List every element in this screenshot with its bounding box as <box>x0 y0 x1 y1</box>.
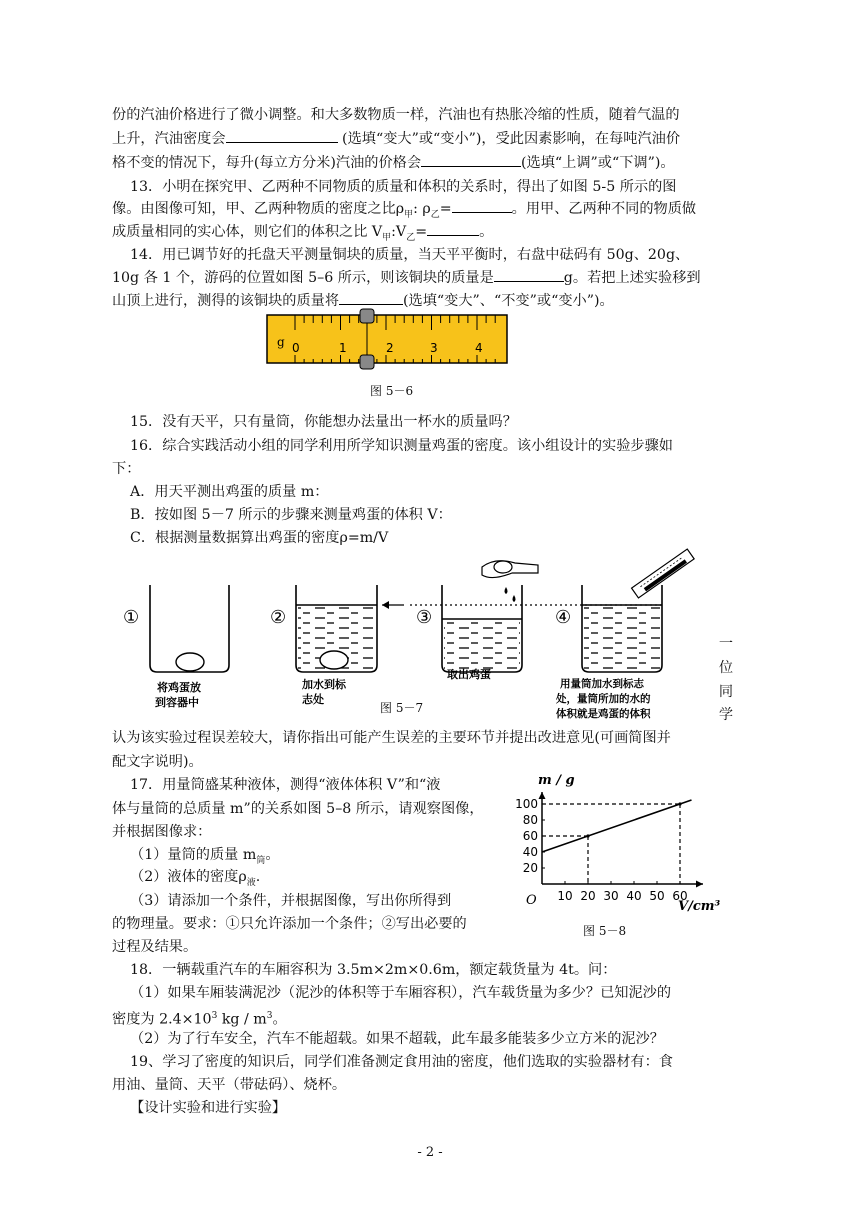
data-point <box>586 834 589 837</box>
x-tick-label: 40 <box>626 889 642 903</box>
ruler-tick-label: 0 <box>292 341 300 355</box>
y-tick-label: 40 <box>522 845 538 859</box>
rider-ruler-figure <box>265 308 510 370</box>
question-17: 17．用量筒盛某种液体，测得“液体体积 V”和“液 <box>130 777 441 793</box>
data-line <box>542 800 692 852</box>
mass-volume-chart <box>515 772 733 917</box>
text-line: （1）如果车厢装满泥沙（泥沙的体积等于车厢容积），汽车载货量为多少？已知泥沙的 <box>130 985 672 1001</box>
step-c: C．根据测量数据算出鸡蛋的密度ρ=m/V <box>130 530 389 546</box>
text-line: 上升，汽油密度会 (选填“变大”或“变小”)，受此因素影响，在每吨汽油价 <box>112 128 742 151</box>
step-number: ① <box>123 607 140 628</box>
text-line: 成质量相同的实心体，则它们的体积之比 $V_甲:V_乙=$ 。 <box>112 221 742 249</box>
step-caption: 处，量筒所加的水的 <box>556 693 651 705</box>
page-number: - 2 - <box>417 1145 443 1160</box>
text-line: 下： <box>112 461 141 477</box>
text-line: （3）请添加一个条件，并根据图像，写出你所得到 <box>130 893 452 909</box>
x-tick-label: 50 <box>649 889 665 903</box>
egg <box>320 651 348 669</box>
step-caption: 志处 <box>302 693 324 706</box>
figure-caption: 图 5－6 <box>370 384 414 398</box>
step-caption: 体积就是鸡蛋的体积 <box>556 708 651 720</box>
text-line: 的物理量。要求：①只允许添加一个条件；②写出必要的 <box>112 916 467 932</box>
ruler-tick-label: 4 <box>475 341 483 355</box>
answer-blank[interactable] <box>421 152 521 167</box>
section-heading: 【设计实验和进行实验】 <box>130 1100 287 1116</box>
step-number: ③ <box>416 607 433 628</box>
ruler-unit-label: g <box>277 335 285 349</box>
question-14: 14．用已调节好的托盘天平测量铜块的质量，当天平平衡时，右盘中砝码有 50g、20g、 <box>130 247 690 263</box>
text-line: （1）量筒的质量 $m_筒$。 <box>130 847 280 866</box>
x-tick-label: 20 <box>580 889 596 903</box>
step-caption: 用量筒加水到标志 <box>560 678 644 690</box>
data-point <box>678 802 681 805</box>
step-b: B．按如图 5－7 所示的步骤来测量鸡蛋的体积 V： <box>130 507 452 523</box>
ruler-body <box>267 315 507 363</box>
y-tick-label: 60 <box>522 829 538 843</box>
egg-volume-figure <box>120 555 720 720</box>
question-15: 15．没有天平，只有量筒，你能想办法量出一杯水的质量吗？ <box>130 414 517 430</box>
y-tick-label: 80 <box>522 813 538 827</box>
y-axis-arrow <box>539 792 546 799</box>
step-caption: 取出鸡蛋 <box>447 668 491 681</box>
egg <box>176 653 204 671</box>
text-line: （2）为了行车安全，汽车不能超载。如果不超载，此车最多能装多少立方米的泥沙？ <box>130 1031 664 1047</box>
side-text: 学 <box>718 707 734 723</box>
x-tick-label: 60 <box>672 889 688 903</box>
side-text: 一 <box>718 636 734 652</box>
text-line: 认为该实验过程误差较大，请你指出可能产生误差的主要环节并提出改进意见(可画简图并 <box>112 730 671 746</box>
answer-blank[interactable] <box>494 267 564 282</box>
ruler-tick-label: 1 <box>339 341 347 355</box>
question-13: 13．小明在探究甲、乙两种不同物质的质量和体积的关系时，得出了如图 5-5 所示的图 <box>130 179 677 195</box>
question-19: 19、学习了密度的知识后，同学们准备测定食用油的密度，他们选取的实验器材有：食 <box>130 1054 673 1070</box>
y-tick-label: 100 <box>515 797 538 811</box>
step-caption: 加水到标 <box>302 678 346 691</box>
figure-caption: 图 5－7 <box>380 701 424 715</box>
text-line: 体与量筒的总质量 m”的关系如图 5–8 所示，请观察图像， <box>112 801 484 817</box>
text-line: （2）液体的密度$\rho_液$. <box>130 869 261 888</box>
text-line: 10g 各 1 个，游码的位置如图 5–6 所示，则该铜块的质量是 g。若把上述实验移到 <box>112 267 742 290</box>
y-axis-label: m / g <box>538 773 575 788</box>
step-caption: 到容器中 <box>155 696 199 709</box>
step-a: A．用天平测出鸡蛋的质量 m： <box>130 484 329 500</box>
measuring-cylinder <box>632 549 695 598</box>
side-text: 位 <box>718 660 734 676</box>
answer-blank[interactable] <box>226 128 338 143</box>
water <box>584 607 660 669</box>
question-18: 18．一辆载重汽车的车厢容积为 3.5m×2m×0.6m，额定载货量为 4t。问： <box>130 962 617 978</box>
water <box>444 621 520 669</box>
text-line: 配文字说明)。 <box>112 754 203 770</box>
text-line: 密度为 $2.4\times 10^3$ kg / $m^3$。 <box>112 1011 287 1028</box>
text-line: 山顶上进行，测得的该铜块的质量将 (选填“变大”、“不变”或“变小”)。 <box>112 290 742 313</box>
egg <box>494 561 512 573</box>
x-tick-label: 30 <box>603 889 619 903</box>
text-line: 份的汽油价格进行了微小调整。和大多数物质一样，汽油也有热胀冷缩的性质，随着气温的 <box>112 107 680 123</box>
text-line: 用油、量筒、天平（带砝码）、烧杯。 <box>112 1077 347 1093</box>
rider-bottom[interactable] <box>360 355 374 369</box>
text-line: 像。由图像可知，甲、乙两种物质的密度之比$\rho_甲$: $\rho_乙=$ 。用甲、乙两种不同的物质做 <box>112 198 742 226</box>
step-caption: 将鸡蛋放 <box>157 681 201 694</box>
y-tick-label: 20 <box>522 861 538 875</box>
answer-blank[interactable] <box>427 221 479 236</box>
step-number: ④ <box>555 607 572 628</box>
origin-label: O <box>526 893 537 908</box>
ruler-tick-label: 3 <box>430 341 438 355</box>
figure-caption: 图 5－8 <box>583 924 627 938</box>
answer-blank[interactable] <box>339 290 403 305</box>
answer-blank[interactable] <box>452 198 512 213</box>
rider-top[interactable] <box>360 309 374 323</box>
text-line: 格不变的情况下，每升(每立方分米)汽油的价格会 (选填“上调”或“下调”)。 <box>112 152 742 175</box>
x-axis-arrow <box>696 881 703 888</box>
text-line: 并根据图像求： <box>112 824 212 840</box>
side-text: 同 <box>718 684 734 700</box>
question-16: 16．综合实践活动小组的同学利用所学知识测量鸡蛋的密度。该小组设计的实验步骤如 <box>130 438 673 454</box>
text-line: 过程及结果。 <box>112 939 198 955</box>
step-number: ② <box>270 607 287 628</box>
ruler-tick-label: 2 <box>386 341 394 355</box>
x-axis-label: V/cm³ <box>678 899 721 914</box>
x-tick-label: 10 <box>557 889 573 903</box>
